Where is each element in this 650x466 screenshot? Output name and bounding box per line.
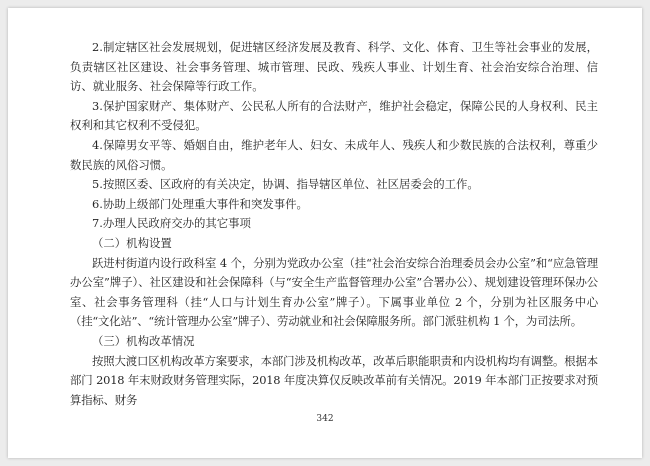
section-heading-organization: （二）机构设置 xyxy=(92,235,172,250)
section-heading-reform: （三）机构改革情况 xyxy=(92,333,195,348)
document-page xyxy=(8,8,642,458)
page-number: 342 xyxy=(316,414,334,424)
paragraph-item-5: 5.按照区委、区政府的有关决定，协调、指导辖区单位、社区居委会的工作。 xyxy=(92,177,479,192)
paragraph-item-3: 3.保护国家财产、集体财产、公民私人所有的合法财产，维护社会稳定，保障公民的人身权利、民主权利和其它权利不受侵犯。 xyxy=(70,98,598,133)
paragraph-reform: 按照大渡口区机构改革方案要求，本部门涉及机构改革，改革后职能职责和内设机构均有调整。根据本部门 2018 年末财政财务管理实际，2018 年度决算仅反映改革前有关情况。2019 年本部门正按要求对预算指标、财务 xyxy=(70,353,598,407)
paragraph-item-2: 2.制定辖区社会发展规划，促进辖区经济发展及教育、科学、文化、体育、卫生等社会事业的发展，负责辖区社区建设、社会事务管理、城市管理、民政、残疾人事业、计划生育、社会治安综合治理、信访、就业服务、社会保障等行政工作。 xyxy=(70,40,598,94)
paragraph-item-6: 6.协助上级部门处理重大事件和突发事件。 xyxy=(92,196,308,211)
paragraph-item-4: 4.保障男女平等、婚姻自由，维护老年人、妇女、未成年人、残疾人和少数民族的合法权利，尊重少数民族的风俗习惯。 xyxy=(70,137,598,172)
paragraph-organization: 跃进村街道内设行政科室 4 个，分别为党政办公室（挂“社会治安综合治理委员会办公室”和“应急管理办公室”牌子）、社区建设和社会保障科（与“安全生产监督管理办公室”合署办公）、规划建设管理环保办公室、社会事务管理科（挂“人口与计划生育办公室”牌子）。下属事业单位 2 个，分别为社区服务中心（挂“文化站”、“统计管理办公室”牌子）、劳动就业和社会保障服务所。部门派驻机构 1 个，为司法所。 xyxy=(70,255,598,329)
document-body xyxy=(70,38,598,410)
paragraph-item-7: 7.办理人民政府交办的其它事项 xyxy=(92,216,251,231)
